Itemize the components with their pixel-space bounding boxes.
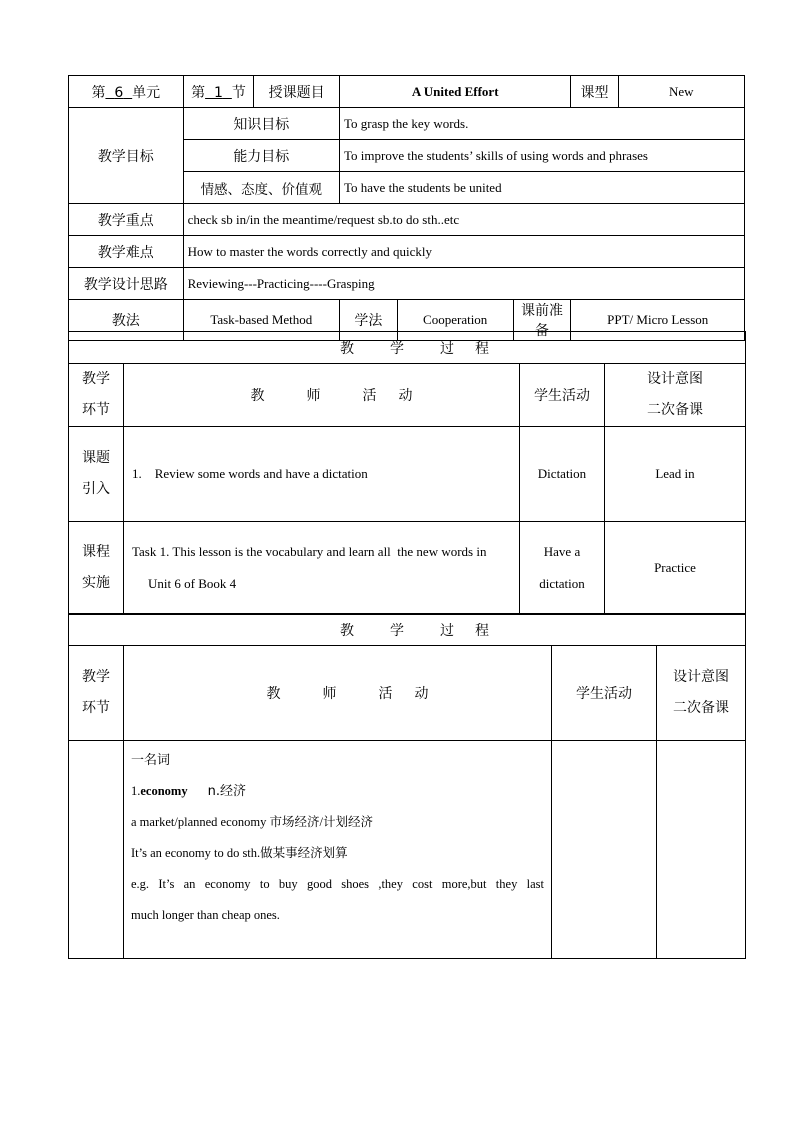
design-idea-row: [69, 268, 745, 300]
header-char: 动: [414, 686, 429, 702]
design-intent-cell: Lead in: [605, 427, 746, 522]
difficult-points-value: How to master the words correctly and quickly: [183, 236, 744, 268]
objectives-label: 教学目标: [69, 108, 184, 204]
teacher-line: Task 1. This lesson is the vocabulary and learn all the new words in: [132, 544, 487, 559]
title-char: 教: [340, 340, 354, 357]
type-label: 课型: [571, 76, 618, 108]
stage-cell: 课题 引入: [69, 427, 124, 522]
design-intent-header: 设计意图 二次备课: [657, 646, 746, 741]
difficult-points-row: [69, 236, 745, 268]
stage-cell-empty: [69, 741, 124, 959]
title-char: 过: [440, 340, 454, 357]
teacher-activity-cell: 1. Review some words and have a dictation: [124, 427, 520, 522]
student-activity-cell: Dictation: [520, 427, 605, 522]
process-title-row: [69, 332, 746, 364]
process-table-1: [68, 331, 746, 615]
teacher-activity-cell: [124, 522, 520, 615]
header-char: 师: [322, 686, 337, 702]
teacher-activity-header: [124, 364, 520, 427]
section-suffix: 节: [231, 84, 246, 101]
vocab-row: [69, 741, 746, 959]
process-row: [69, 427, 746, 522]
design-idea-value: Reviewing---Practicing----Grasping: [183, 268, 744, 300]
stage-cell: 课程 实施: [69, 522, 124, 615]
vocab-pos: n.经济: [207, 784, 246, 799]
objective-label-emotion: 情感、态度、价值观: [183, 172, 339, 204]
learn-method-value: Cooperation: [397, 300, 513, 341]
prep-value: PPT/ Micro Lesson: [571, 300, 745, 341]
vocab-heading: 一名词: [131, 753, 171, 768]
teacher-line: Unit 6 of Book 4: [148, 576, 237, 591]
header-row: [69, 76, 745, 108]
process-title-row: [69, 614, 746, 646]
key-points-label: 教学重点: [69, 204, 184, 236]
objective-row: [69, 108, 745, 140]
design-intent-header: 设计意图 二次备课: [605, 364, 746, 427]
unit-cell: [69, 76, 184, 108]
teacher-activity-header: [124, 646, 552, 741]
student-activity-cell: Have a dictation: [520, 522, 605, 615]
title-char: 程: [475, 622, 489, 639]
title-char: 过: [440, 622, 454, 639]
student-activity-header: 学生活动: [552, 646, 657, 741]
section-number: 1: [214, 84, 223, 101]
unit-prefix: 第: [91, 84, 106, 101]
header-char: 师: [306, 388, 321, 404]
teach-method-value: Task-based Method: [183, 300, 339, 341]
teach-method-label: 教法: [69, 300, 184, 341]
vocab-collocation: a market/planned economy 市场经济/计划经济: [131, 815, 373, 829]
learn-method-label: 学法: [340, 300, 398, 341]
title-char: 学: [390, 340, 404, 357]
vocab-word: economy: [140, 784, 188, 798]
key-points-value: check sb in/in the meantime/request sb.to do sth..etc: [183, 204, 744, 236]
objective-value-ability: To improve the students’ skills of using words and phrases: [340, 140, 745, 172]
unit-number: 6: [114, 84, 124, 101]
title-char: 教: [340, 622, 354, 639]
header-char: 教: [250, 388, 265, 404]
process-header-row: [69, 364, 746, 427]
vocab-content-cell: [124, 741, 552, 959]
topic-label: 授课题目: [254, 76, 340, 108]
design-intent-cell: Practice: [605, 522, 746, 615]
student-activity-empty: [552, 741, 657, 959]
process-header-row: [69, 646, 746, 741]
title-char: 程: [475, 340, 489, 357]
objective-value-knowledge: To grasp the key words.: [340, 108, 745, 140]
header-char: 教: [266, 686, 281, 702]
title-char: 学: [390, 622, 404, 639]
design-intent-empty: [657, 741, 746, 959]
section-prefix: 第: [191, 84, 206, 101]
design-idea-label: 教学设计思路: [69, 268, 184, 300]
lesson-info-table: [68, 75, 745, 341]
process-table-2: [68, 613, 746, 959]
process-row: [69, 522, 746, 615]
vocab-example-line: e.g. It’s an economy to buy good shoes ,they cost more,but they last: [131, 877, 544, 891]
vocab-example-line: much longer than cheap ones.: [131, 908, 280, 922]
process-title: [69, 614, 746, 646]
topic-title: A United Effort: [340, 76, 571, 108]
header-char: 动: [398, 388, 413, 404]
header-char: 活: [378, 686, 393, 702]
type-value: New: [618, 76, 744, 108]
objective-label-ability: 能力目标: [183, 140, 339, 172]
key-points-row: [69, 204, 745, 236]
vocab-word-line: 1.economy n.经济: [131, 784, 246, 799]
header-char: 活: [362, 388, 377, 404]
objective-label-knowledge: 知识目标: [183, 108, 339, 140]
process-title: [69, 332, 746, 364]
student-activity-header: 学生活动: [520, 364, 605, 427]
unit-suffix: 单元: [132, 84, 161, 101]
difficult-points-label: 教学难点: [69, 236, 184, 268]
stage-header: 教学 环节: [69, 364, 124, 427]
vocab-pattern: It’s an economy to do sth.做某事经济划算: [131, 846, 348, 860]
section-cell: [183, 76, 254, 108]
prep-label: 课前准备: [513, 300, 571, 341]
stage-header: 教学 环节: [69, 646, 124, 741]
objective-value-emotion: To have the students be united: [340, 172, 745, 204]
